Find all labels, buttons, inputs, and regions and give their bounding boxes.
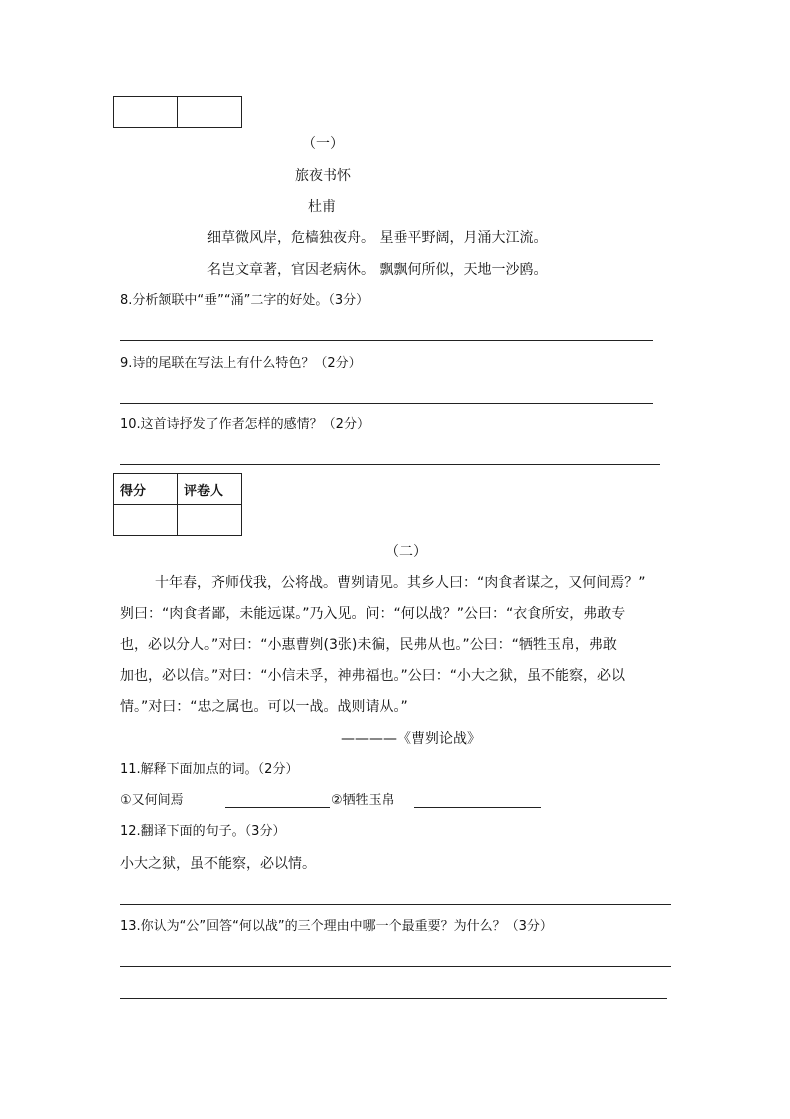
question-10: 10.这首诗抒发了作者怎样的感情？（2分）: [120, 417, 370, 432]
question-8: 8.分析颔联中“垂”“涌”二字的好处。（3分）: [120, 293, 370, 308]
answer-line-8[interactable]: [120, 340, 653, 341]
question-9: 9.诗的尾联在写法上有什么特色？（2分）: [120, 356, 362, 371]
passage-source: ————《曹刿论战》: [341, 731, 481, 747]
q11-blank-2[interactable]: [414, 807, 541, 808]
question-12: 12.翻译下面的句子。（3分）: [120, 824, 286, 839]
passage-line-5: 情。”对曰：“忠之属也。可以一战。战则请从。”: [120, 699, 408, 715]
answer-line-9[interactable]: [120, 403, 653, 404]
passage-line-3: 也，必以分人。”对曰：“小惠曹刿(3张)未徧，民弗从也。”公曰：“牺牲玉帛，弗敢: [120, 637, 617, 653]
poem-author: 杜甫: [308, 199, 336, 215]
q12-sentence: 小大之狱，虽不能察，必以情。: [120, 856, 316, 872]
top-score-cell[interactable]: [114, 97, 178, 128]
top-score-box: [113, 96, 242, 128]
q11-item-2: ②牺牲玉帛: [331, 793, 395, 808]
passage-line-2: 刿曰：“肉食者鄙，未能远谋。”乃入见。问：“何以战？”公曰：“衣食所安，弗敢专: [120, 606, 626, 622]
grader-cell[interactable]: [178, 505, 242, 536]
answer-line-13a[interactable]: [120, 966, 671, 967]
answer-line-13b[interactable]: [120, 998, 667, 999]
score-table: [113, 473, 242, 536]
poem-line-2: 名岂文章著，官因老病休。 飘飘何所似，天地一沙鸥。: [207, 262, 548, 278]
answer-line-10[interactable]: [120, 464, 660, 465]
poem-title: 旅夜书怀: [295, 168, 351, 184]
grader-label: 评卷人: [178, 474, 242, 505]
q11-blank-1[interactable]: [225, 807, 330, 808]
score-label: 得分: [114, 474, 178, 505]
q11-item-1: ①又何间焉: [120, 793, 184, 808]
question-11: 11.解释下面加点的词。（2分）: [120, 762, 299, 777]
section2-heading: （二）: [385, 544, 427, 560]
top-grader-cell[interactable]: [178, 97, 242, 128]
passage-line-1: 十年春，齐师伐我，公将战。曹刿请见。其乡人曰：“肉食者谋之，又何间焉？”: [155, 575, 646, 591]
passage-line-4: 加也，必以信。”对曰：“小信未孚，神弗福也。”公曰：“小大之狱，虽不能察，必以: [120, 668, 626, 684]
question-13: 13.你认为“公”回答“何以战”的三个理由中哪一个最重要？为什么？（3分）: [120, 919, 553, 934]
section1-heading: （一）: [302, 136, 344, 152]
answer-line-12[interactable]: [120, 904, 671, 905]
poem-line-1: 细草微风岸，危樯独夜舟。 星垂平野阔，月涌大江流。: [207, 230, 548, 246]
score-cell[interactable]: [114, 505, 178, 536]
